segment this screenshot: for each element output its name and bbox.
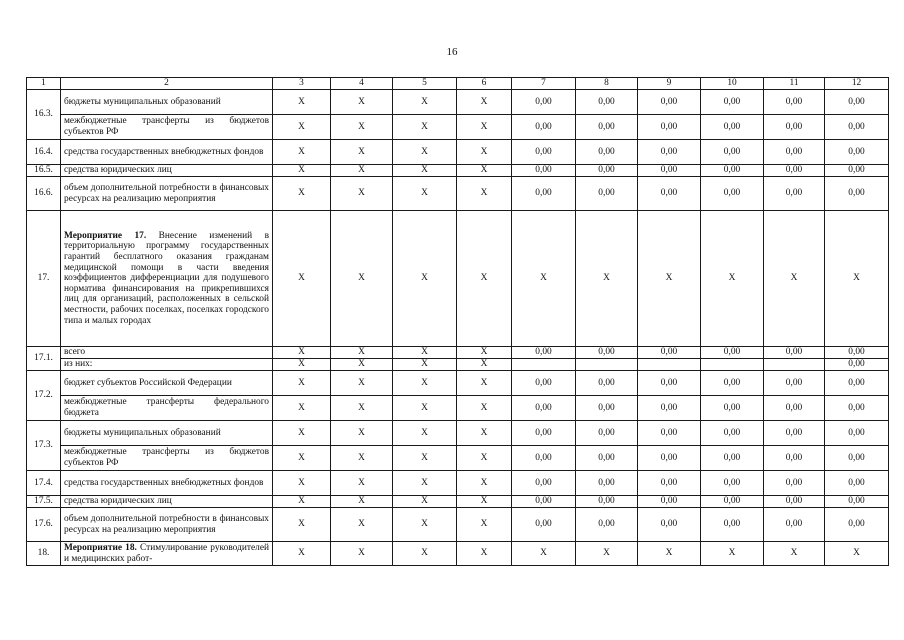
value-cell: 0,00 bbox=[512, 90, 576, 115]
value-cell: 0,00 bbox=[512, 508, 576, 542]
value-cell: X bbox=[331, 347, 393, 359]
header-cell: 7 bbox=[512, 78, 576, 90]
value-cell: 0,00 bbox=[512, 471, 576, 496]
value-cell: X bbox=[273, 211, 331, 347]
value-cell: X bbox=[393, 446, 457, 471]
value-cell: 0,00 bbox=[764, 115, 825, 140]
header-cell: 5 bbox=[393, 78, 457, 90]
value-cell: 0,00 bbox=[764, 446, 825, 471]
value-cell: 0,00 bbox=[764, 496, 825, 508]
value-cell: X bbox=[393, 140, 457, 165]
value-cell: 0,00 bbox=[825, 359, 889, 371]
value-cell: X bbox=[512, 211, 576, 347]
value-cell: X bbox=[457, 371, 512, 396]
header-cell: 2 bbox=[61, 78, 273, 90]
value-cell: X bbox=[273, 396, 331, 421]
value-cell: 0,00 bbox=[825, 496, 889, 508]
value-cell: X bbox=[331, 471, 393, 496]
value-cell: 0,00 bbox=[825, 471, 889, 496]
value-cell: 0,00 bbox=[701, 446, 764, 471]
value-cell: X bbox=[273, 165, 331, 177]
value-cell: 0,00 bbox=[638, 396, 701, 421]
value-cell: X bbox=[393, 211, 457, 347]
value-cell: X bbox=[457, 115, 512, 140]
value-cell: 0,00 bbox=[638, 496, 701, 508]
description-text: межбюджетные трансферты федерального бюджета bbox=[64, 397, 269, 418]
value-cell: 0,00 bbox=[638, 90, 701, 115]
table-row bbox=[27, 165, 889, 177]
value-cell: 0,00 bbox=[576, 140, 638, 165]
row-number: 17.2. bbox=[27, 371, 61, 421]
value-cell: 0,00 bbox=[764, 165, 825, 177]
value-cell: 0,00 bbox=[638, 165, 701, 177]
value-cell: 0,00 bbox=[512, 115, 576, 140]
value-cell: 0,00 bbox=[512, 496, 576, 508]
header-cell: 12 bbox=[825, 78, 889, 90]
value-cell bbox=[638, 359, 701, 371]
value-cell: X bbox=[331, 90, 393, 115]
value-cell: 0,00 bbox=[512, 396, 576, 421]
value-cell: 0,00 bbox=[638, 508, 701, 542]
value-cell: X bbox=[331, 115, 393, 140]
value-cell: X bbox=[701, 542, 764, 566]
description-text: Стимулирование руководителей и медицинских работ- bbox=[64, 542, 269, 564]
value-cell: 0,00 bbox=[825, 446, 889, 471]
value-cell: X bbox=[457, 396, 512, 421]
header-cell: 9 bbox=[638, 78, 701, 90]
value-cell: X bbox=[457, 542, 512, 566]
value-cell bbox=[576, 359, 638, 371]
table-row bbox=[27, 115, 889, 140]
value-cell: X bbox=[273, 115, 331, 140]
description-text: из них: bbox=[64, 359, 93, 370]
value-cell: 0,00 bbox=[701, 421, 764, 446]
value-cell: X bbox=[331, 421, 393, 446]
value-cell: X bbox=[576, 542, 638, 566]
value-cell: X bbox=[331, 371, 393, 396]
value-cell bbox=[512, 359, 576, 371]
value-cell: X bbox=[393, 421, 457, 446]
value-cell: 0,00 bbox=[701, 115, 764, 140]
table-row bbox=[27, 211, 889, 347]
description-text: всего bbox=[64, 347, 86, 358]
value-cell: 0,00 bbox=[764, 347, 825, 359]
value-cell: 0,00 bbox=[825, 371, 889, 396]
value-cell: X bbox=[457, 508, 512, 542]
description-text: объем дополнительной потребности в финансовых ресурсах на реализацию мероприятия bbox=[64, 513, 269, 535]
value-cell: 0,00 bbox=[512, 421, 576, 446]
header-cell: 10 bbox=[701, 78, 764, 90]
activity-title: Мероприятие 18. bbox=[64, 542, 137, 553]
row-description bbox=[61, 496, 273, 508]
row-number: 17. bbox=[27, 211, 61, 347]
activity-title: Мероприятие 17. bbox=[64, 230, 147, 241]
value-cell: X bbox=[457, 165, 512, 177]
value-cell: 0,00 bbox=[512, 140, 576, 165]
table-row bbox=[27, 542, 889, 566]
row-description bbox=[61, 471, 273, 496]
value-cell: 0,00 bbox=[576, 347, 638, 359]
value-cell: X bbox=[331, 140, 393, 165]
value-cell: X bbox=[825, 211, 889, 347]
value-cell: 0,00 bbox=[512, 347, 576, 359]
value-cell: X bbox=[393, 177, 457, 211]
value-cell: X bbox=[512, 542, 576, 566]
header-cell: 6 bbox=[457, 78, 512, 90]
table-row bbox=[27, 347, 889, 359]
value-cell: 0,00 bbox=[638, 140, 701, 165]
value-cell: 0,00 bbox=[576, 90, 638, 115]
row-number: 16.6. bbox=[27, 177, 61, 211]
value-cell: X bbox=[457, 90, 512, 115]
table-row bbox=[27, 446, 889, 471]
value-cell: 0,00 bbox=[576, 446, 638, 471]
value-cell: X bbox=[638, 542, 701, 566]
description-text: бюджеты муниципальных образований bbox=[64, 427, 221, 438]
table-row bbox=[27, 396, 889, 421]
value-cell: X bbox=[273, 446, 331, 471]
row-number: 16.3. bbox=[27, 90, 61, 140]
page-number: 16 bbox=[446, 46, 458, 58]
value-cell: 0,00 bbox=[638, 371, 701, 396]
value-cell: X bbox=[393, 165, 457, 177]
description-text: межбюджетные трансферты из бюджетов субъектов РФ bbox=[64, 116, 269, 137]
value-cell: X bbox=[393, 359, 457, 371]
value-cell: 0,00 bbox=[576, 421, 638, 446]
row-description bbox=[61, 347, 273, 359]
value-cell: 0,00 bbox=[576, 177, 638, 211]
value-cell: 0,00 bbox=[701, 371, 764, 396]
value-cell: 0,00 bbox=[576, 165, 638, 177]
value-cell: X bbox=[273, 347, 331, 359]
value-cell: X bbox=[457, 421, 512, 446]
value-cell: X bbox=[393, 115, 457, 140]
table-row bbox=[27, 177, 889, 211]
value-cell: X bbox=[273, 359, 331, 371]
description-text: средства государственных внебюджетных фондов bbox=[64, 477, 264, 488]
header-cell: 11 bbox=[764, 78, 825, 90]
value-cell: X bbox=[457, 471, 512, 496]
value-cell: 0,00 bbox=[764, 90, 825, 115]
value-cell: X bbox=[331, 496, 393, 508]
value-cell: 0,00 bbox=[764, 508, 825, 542]
value-cell: 0,00 bbox=[764, 371, 825, 396]
value-cell: 0,00 bbox=[701, 177, 764, 211]
value-cell: 0,00 bbox=[764, 396, 825, 421]
value-cell: 0,00 bbox=[701, 508, 764, 542]
row-description bbox=[61, 140, 273, 165]
value-cell: 0,00 bbox=[825, 90, 889, 115]
value-cell: X bbox=[393, 371, 457, 396]
row-number: 17.4. bbox=[27, 471, 61, 496]
value-cell: X bbox=[457, 347, 512, 359]
value-cell: X bbox=[273, 496, 331, 508]
table-row bbox=[27, 140, 889, 165]
row-description bbox=[61, 211, 273, 347]
description-text: объем дополнительной потребности в финансовых ресурсах на реализацию мероприятия bbox=[64, 182, 269, 204]
value-cell: X bbox=[273, 90, 331, 115]
value-cell: X bbox=[825, 542, 889, 566]
row-description bbox=[61, 115, 273, 140]
value-cell: X bbox=[393, 471, 457, 496]
value-cell: X bbox=[393, 496, 457, 508]
value-cell: X bbox=[393, 396, 457, 421]
value-cell: 0,00 bbox=[701, 396, 764, 421]
value-cell: X bbox=[331, 177, 393, 211]
value-cell: 0,00 bbox=[825, 177, 889, 211]
row-number: 17.6. bbox=[27, 508, 61, 542]
value-cell: X bbox=[638, 211, 701, 347]
row-description bbox=[61, 90, 273, 115]
value-cell: 0,00 bbox=[638, 115, 701, 140]
value-cell: X bbox=[273, 140, 331, 165]
value-cell: 0,00 bbox=[638, 347, 701, 359]
value-cell: 0,00 bbox=[701, 90, 764, 115]
value-cell: 0,00 bbox=[701, 471, 764, 496]
description-text: бюджеты муниципальных образований bbox=[64, 96, 221, 107]
value-cell: X bbox=[701, 211, 764, 347]
value-cell: 0,00 bbox=[764, 421, 825, 446]
description-text: средства юридических лиц bbox=[64, 496, 172, 507]
value-cell: X bbox=[331, 446, 393, 471]
description-text: бюджет субъектов Российской Федерации bbox=[64, 377, 232, 388]
header-cell: 4 bbox=[331, 78, 393, 90]
row-number: 17.5. bbox=[27, 496, 61, 508]
description-text: Внесение изменений в территориальную программу государственных гарантий бесплатного оказания гражданам медицинской помощи в части введения коэффициентов дифференциации для подушевого норматива финансирования на прикрепившихся лиц для организаций, расположенных в сельской местности, рабочих поселках, поселках городского типа и малых городах bbox=[64, 230, 270, 326]
value-cell: 0,00 bbox=[576, 496, 638, 508]
row-description bbox=[61, 177, 273, 211]
value-cell: X bbox=[457, 211, 512, 347]
row-number: 18. bbox=[27, 542, 61, 566]
value-cell: 0,00 bbox=[638, 471, 701, 496]
value-cell: 0,00 bbox=[825, 508, 889, 542]
value-cell: 0,00 bbox=[701, 347, 764, 359]
table-row bbox=[27, 371, 889, 396]
row-description bbox=[61, 421, 273, 446]
funding-table bbox=[26, 77, 889, 566]
row-description bbox=[61, 371, 273, 396]
row-description bbox=[61, 542, 273, 566]
value-cell: 0,00 bbox=[825, 421, 889, 446]
value-cell: X bbox=[331, 165, 393, 177]
row-description bbox=[61, 359, 273, 371]
value-cell: 0,00 bbox=[825, 115, 889, 140]
value-cell: 0,00 bbox=[638, 421, 701, 446]
row-description bbox=[61, 396, 273, 421]
value-cell: X bbox=[273, 508, 331, 542]
value-cell: 0,00 bbox=[576, 508, 638, 542]
value-cell: X bbox=[457, 359, 512, 371]
row-number: 16.4. bbox=[27, 140, 61, 165]
value-cell: X bbox=[273, 542, 331, 566]
value-cell: X bbox=[393, 542, 457, 566]
value-cell: X bbox=[764, 211, 825, 347]
value-cell: X bbox=[576, 211, 638, 347]
value-cell: 0,00 bbox=[638, 177, 701, 211]
value-cell: 0,00 bbox=[764, 140, 825, 165]
value-cell: X bbox=[273, 371, 331, 396]
value-cell: X bbox=[331, 396, 393, 421]
header-cell: 8 bbox=[576, 78, 638, 90]
value-cell: X bbox=[273, 471, 331, 496]
value-cell: 0,00 bbox=[825, 347, 889, 359]
table-row bbox=[27, 359, 889, 371]
value-cell: X bbox=[331, 542, 393, 566]
row-description bbox=[61, 446, 273, 471]
row-number: 17.3. bbox=[27, 421, 61, 471]
value-cell: 0,00 bbox=[825, 165, 889, 177]
row-number: 16.5. bbox=[27, 165, 61, 177]
table-row bbox=[27, 496, 889, 508]
value-cell: X bbox=[393, 90, 457, 115]
value-cell: X bbox=[273, 177, 331, 211]
value-cell: 0,00 bbox=[638, 446, 701, 471]
table-row bbox=[27, 421, 889, 446]
value-cell: X bbox=[457, 177, 512, 211]
header-cell: 3 bbox=[273, 78, 331, 90]
value-cell: 0,00 bbox=[701, 496, 764, 508]
value-cell: X bbox=[393, 508, 457, 542]
row-description bbox=[61, 165, 273, 177]
table-row bbox=[27, 508, 889, 542]
value-cell: 0,00 bbox=[825, 140, 889, 165]
value-cell: 0,00 bbox=[764, 471, 825, 496]
value-cell: 0,00 bbox=[576, 115, 638, 140]
row-description bbox=[61, 508, 273, 542]
description-text: средства государственных внебюджетных фондов bbox=[64, 146, 264, 157]
value-cell: 0,00 bbox=[512, 446, 576, 471]
value-cell: 0,00 bbox=[576, 371, 638, 396]
value-cell: 0,00 bbox=[825, 396, 889, 421]
table-row bbox=[27, 90, 889, 115]
value-cell: X bbox=[331, 211, 393, 347]
value-cell: X bbox=[457, 496, 512, 508]
description-text: средства юридических лиц bbox=[64, 165, 172, 176]
value-cell: 0,00 bbox=[512, 177, 576, 211]
value-cell: X bbox=[457, 446, 512, 471]
value-cell: X bbox=[331, 508, 393, 542]
value-cell: X bbox=[393, 347, 457, 359]
value-cell: X bbox=[764, 542, 825, 566]
table-header-row bbox=[27, 78, 889, 90]
table-row bbox=[27, 471, 889, 496]
value-cell: X bbox=[273, 421, 331, 446]
value-cell: 0,00 bbox=[701, 140, 764, 165]
value-cell: 0,00 bbox=[512, 371, 576, 396]
description-text: межбюджетные трансферты из бюджетов субъектов РФ bbox=[64, 447, 269, 468]
value-cell bbox=[701, 359, 764, 371]
value-cell bbox=[764, 359, 825, 371]
value-cell: 0,00 bbox=[764, 177, 825, 211]
value-cell: 0,00 bbox=[576, 471, 638, 496]
value-cell: X bbox=[331, 359, 393, 371]
value-cell: 0,00 bbox=[701, 165, 764, 177]
value-cell: X bbox=[457, 140, 512, 165]
header-cell: 1 bbox=[27, 78, 61, 90]
value-cell: 0,00 bbox=[576, 396, 638, 421]
value-cell: 0,00 bbox=[512, 165, 576, 177]
row-number: 17.1. bbox=[27, 347, 61, 371]
